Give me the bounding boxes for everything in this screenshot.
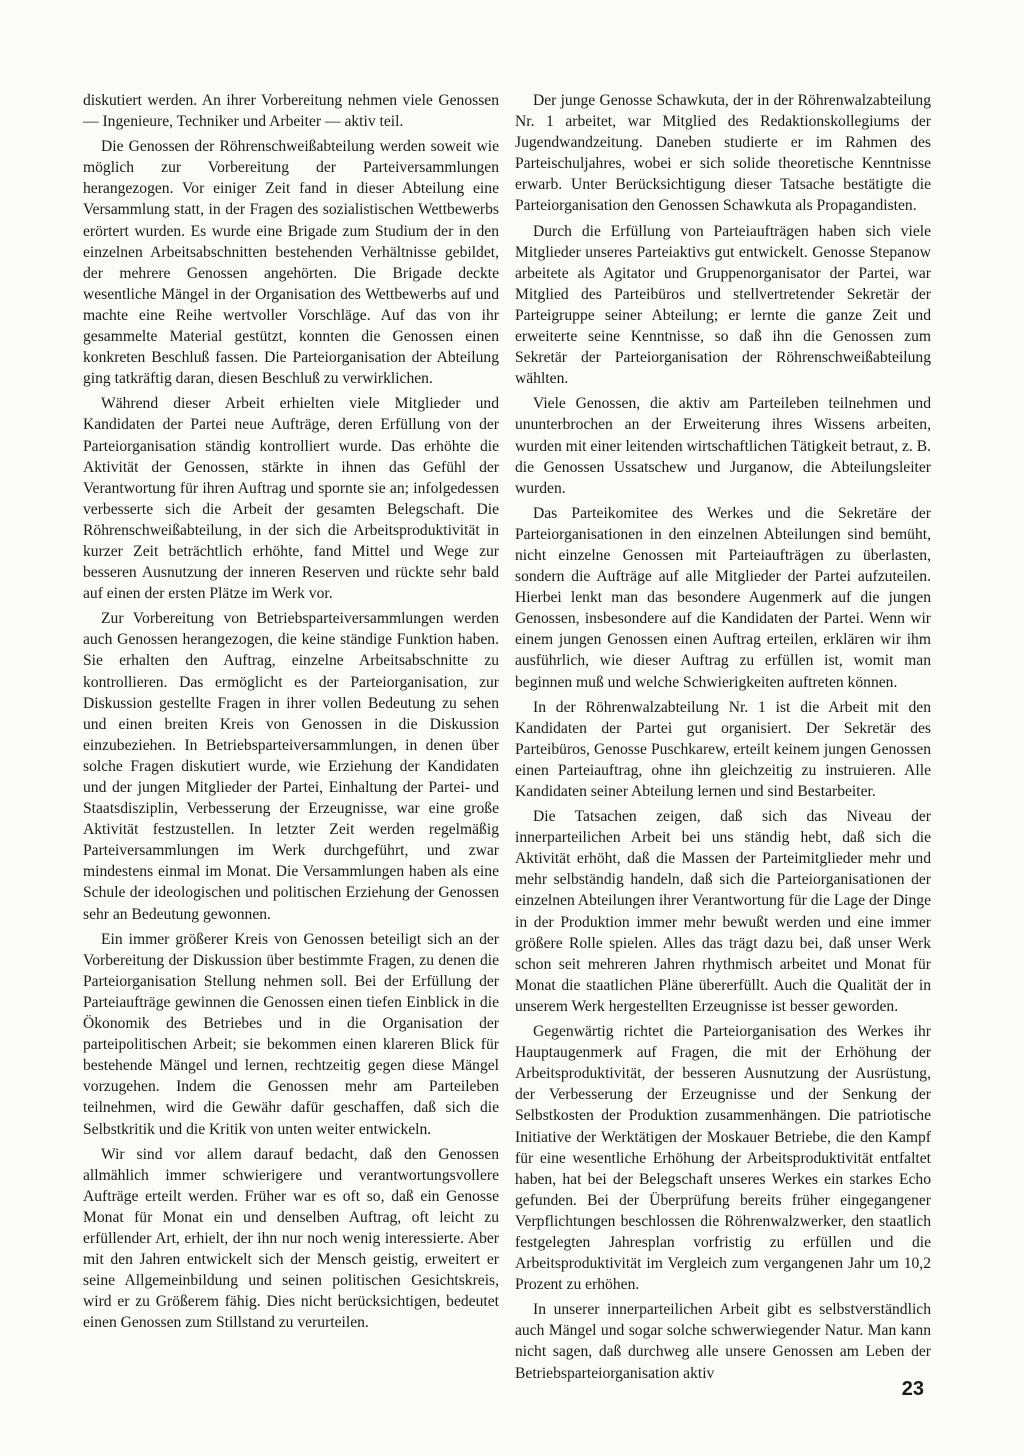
paragraph: Viele Genossen, die aktiv am Parteileben teilnehmen und ununterbrochen an der Erweiterung ihres Wissens arbeiten, wurden mit einer leitenden wirtschaftlichen Tätigkeit betraut, z. B. die Genossen Ussatschew und Jurganow, die Abteilungsleiter wurden. [515,395,931,497]
paragraph: Das Parteikomitee des Werkes und die Sekretäre der Parteiorganisationen in den einzelnen Abteilungen sind bemüht, nicht einzelne Genossen mit Parteiaufträgen zu überlasten, sondern die Aufträge auf alle Mitglieder der Partei aufzuteilen. Hierbei lenkt man das besondere Augenmerk auf die jungen Genossen, insbesondere auf die Kandidaten der Partei. Wenn wir einem jungen Genossen einen Auftrag erteilen, erklären wir ihm ausführlich, wie dieser Auftrag zu erfüllen ist, womit man beginnen muß und welche Schwierigkeiten auftreten können. [515,504,931,691]
paragraph: In unserer innerparteilichen Arbeit gibt es selbstverständlich auch Mängel und sogar solche schwerwiegender Natur. Man kann nicht sagen, daß durchweg alle unsere Genossen am Leben der Betriebsparteiorganisation aktiv [515,1301,931,1382]
paragraph: Gegenwärtig richtet die Parteiorganisation des Werkes ihr Hauptaugenmerk auf Fragen, die mit der Erhöhung der Arbeitsproduktivität, der besseren Ausnutzung der Ausrüstung, der Verbesserung der Erzeugnisse und der Senkung der Selbstkosten der Produktion zusammenhängen. Die patriotische Initiative der Werktätigen der Moskauer Betriebe, die den Kampf für eine wesentliche Erhöhung der Arbeitsproduktivität entfaltet haben, hat bei der Belegschaft unseres Werkes ein starkes Echo gefunden. Bei der Überprüfung bereits früher eingegangener Verpflichtungen beschlossen die Röhrenwalzwerker, den staatlich festgelegten Jahresplan vorfristig zu erfüllen und die Arbeitsproduktivität im Vergleich zum vergangenen Jahr um 10,2 Prozent zu erhöhen. [515,1023,931,1294]
text-columns [83,90,931,1388]
page-number: 23 [901,1378,924,1400]
paragraph: Während dieser Arbeit erhielten viele Mitglieder und Kandidaten der Partei neue Aufträge, deren Erfüllung von der Parteiorganisation ständig kontrolliert wurde. Das erhöhte die Aktivität der Genossen, stärkte in ihnen das Gefühl der Verantwortung für ihren Auftrag und spornte sie an; infolgedessen verbesserte sich die Arbeit der gesamten Belegschaft. Die Röhrenschweißabteilung, in der sich die Arbeitsproduktivität in kurzer Zeit beträchtlich erhöhte, fand Mittel und Wege zur besseren Ausnutzung der inneren Reserven und rückte sehr bald auf einen der ersten Plätze im Werk vor. [83,395,499,603]
paragraph: diskutiert werden. An ihrer Vorbereitung nehmen viele Genossen — Ingenieure, Techniker und Arbeiter — aktiv teil. [83,92,499,131]
paragraph: Wir sind vor allem darauf bedacht, daß den Genossen allmählich immer schwierigere und verantwortungsvollere Aufträge erteilt werden. Früher war es oft so, daß ein Genosse Monat für Monat ein und denselben Auftrag, oft leicht zu erfüllender Art, erhielt, der ihn nur noch wenig interessierte. Aber mit den Jahren entwickelt sich der Mensch geistig, erweitert er seine Allgemeinbildung und seinen politischen Gesichtskreis, wird er zu Größerem fähig. Dies nicht berücksichtigen, bedeutet einen Genossen zum Stillstand zu verurteilen. [83,1145,499,1332]
paragraph: Der junge Genosse Schawkuta, der in der Röhrenwalzabteilung Nr. 1 arbeitet, war Mitglied des Redaktionskollegiums der Jugendwandzeitung. Daneben studierte er im Rahmen des Parteischuljahres, wobei er sich solide theoretische Kenntnisse erwarb. Unter Berücksichtigung dieser Tatsache bestätigte die Parteiorganisation den Genossen Schawkuta als Propagandisten. [515,92,931,215]
right-column [515,90,931,1388]
paragraph: Zur Vorbereitung von Betriebsparteiversammlungen werden auch Genossen herangezogen, die keine ständige Funktion haben. Sie erhalten den Auftrag, einzelne Arbeitsabschnitte zu kontrollieren. Das ermöglicht es der Parteiorganisation, zur Diskussion gestellte Fragen in ihrer vollen Bedeutung zu sehen und einen breiten Kreis von Genossen in die Diskussion einzubeziehen. In Betriebsparteiversammlungen, in denen über solche Fragen diskutiert wurde, wie Erziehung der Kandidaten und der jungen Mitglieder der Partei, Einhaltung der Partei- und Staatsdisziplin, Verbesserung der Erzeugnisse, war eine große Aktivität festzustellen. In letzter Zeit werden regelmäßig Parteiversammlungen im Werk durchgeführt, und zwar mindestens einmal im Monat. Die Versammlungen haben als eine Schule der ideologischen und politischen Erziehung der Genossen sehr an Bedeutung gewonnen. [83,610,499,923]
paragraph: Die Tatsachen zeigen, daß sich das Niveau der innerparteilichen Arbeit bei uns ständig hebt, daß sich die Aktivität erhöht, daß die Massen der Parteimitglieder mehr und mehr selbständig handeln, daß sich die Parteiorganisationen der einzelnen Abteilungen ihrer Verantwortung für die Lage der Dinge in der Produktion immer mehr bewußt werden und eine immer größere Rolle spielen. Alles das trägt dazu bei, daß unser Werk schon seit mehreren Jahren rhythmisch arbeitet und Monat für Monat die staatlichen Pläne übererfüllt. Auch die Qualität der in unserem Werk hergestellten Erzeugnisse ist besser geworden. [515,808,931,1015]
paragraph: Durch die Erfüllung von Parteiaufträgen haben sich viele Mitglieder unseres Parteiaktivs gut entwickelt. Genosse Stepanow arbeitete als Agitator und Gruppenorganisator der Partei, war Mitglied des Parteibüros und stellvertretender Sekretär der Parteigruppe seiner Abteilung; er lernte die ganze Zeit und erweiterte seine Kenntnisse, so daß ihn die Genossen zum Sekretär der Parteiorganisation der Röhrenschweißabteilung wählten. [515,222,931,388]
left-column [83,90,499,1388]
paragraph: In der Röhrenwalzabteilung Nr. 1 ist die Arbeit mit den Kandidaten der Partei gut organisiert. Der Sekretär des Parteibüros, Genosse Puschkarew, erteilt keinem jungen Genossen einen Parteiauftrag, ohne ihn gleichzeitig zu instruieren. Alle Kandidaten seiner Abteilung lernen und sind Bestarbeiter. [515,698,931,800]
paragraph: Die Genossen der Röhrenschweißabteilung werden soweit wie möglich zur Vorbereitung der Parteiversammlungen herangezogen. Vor einiger Zeit fand in dieser Abteilung eine Versammlung statt, in der Fragen des sozialistischen Wettbewerbs erörtert wurden. Es wurde eine Brigade zum Studium der in den einzelnen Arbeitsabschnitten bestehenden Verhältnisse gebildet, der mehrere Genossen angehörten. Die Brigade deckte wesentliche Mängel in der Organisation des Wettbewerbs auf und machte eine Reihe wertvoller Vorschläge. Auf das von ihr gesammelte Material gestützt, konnten die Genossen einen konkreten Beschluß fassen. Die Parteiorganisation der Abteilung ging tatkräftig daran, diesen Beschluß zu verwirklichen. [83,138,499,388]
paragraph: Ein immer größerer Kreis von Genossen beteiligt sich an der Vorbereitung der Diskussion über bestimmte Fragen, zu denen die Parteiorganisation Stellung nehmen soll. Bei der Erfüllung der Parteiaufträge gewinnen die Genossen einen tiefen Einblick in die Ökonomik des Betriebes und in die Organisation der parteipolitischen Arbeit; sie bekommen einen klareren Blick für bestehende Mängel und lernen, rechtzeitig gegen diese Mängel vorzugehen. Indem die Genossen mehr am Parteileben teilnehmen, wird die Gewähr dafür geschaffen, daß sich die Selbstkritik und die Kritik von unten weiter entwickeln. [83,930,499,1138]
